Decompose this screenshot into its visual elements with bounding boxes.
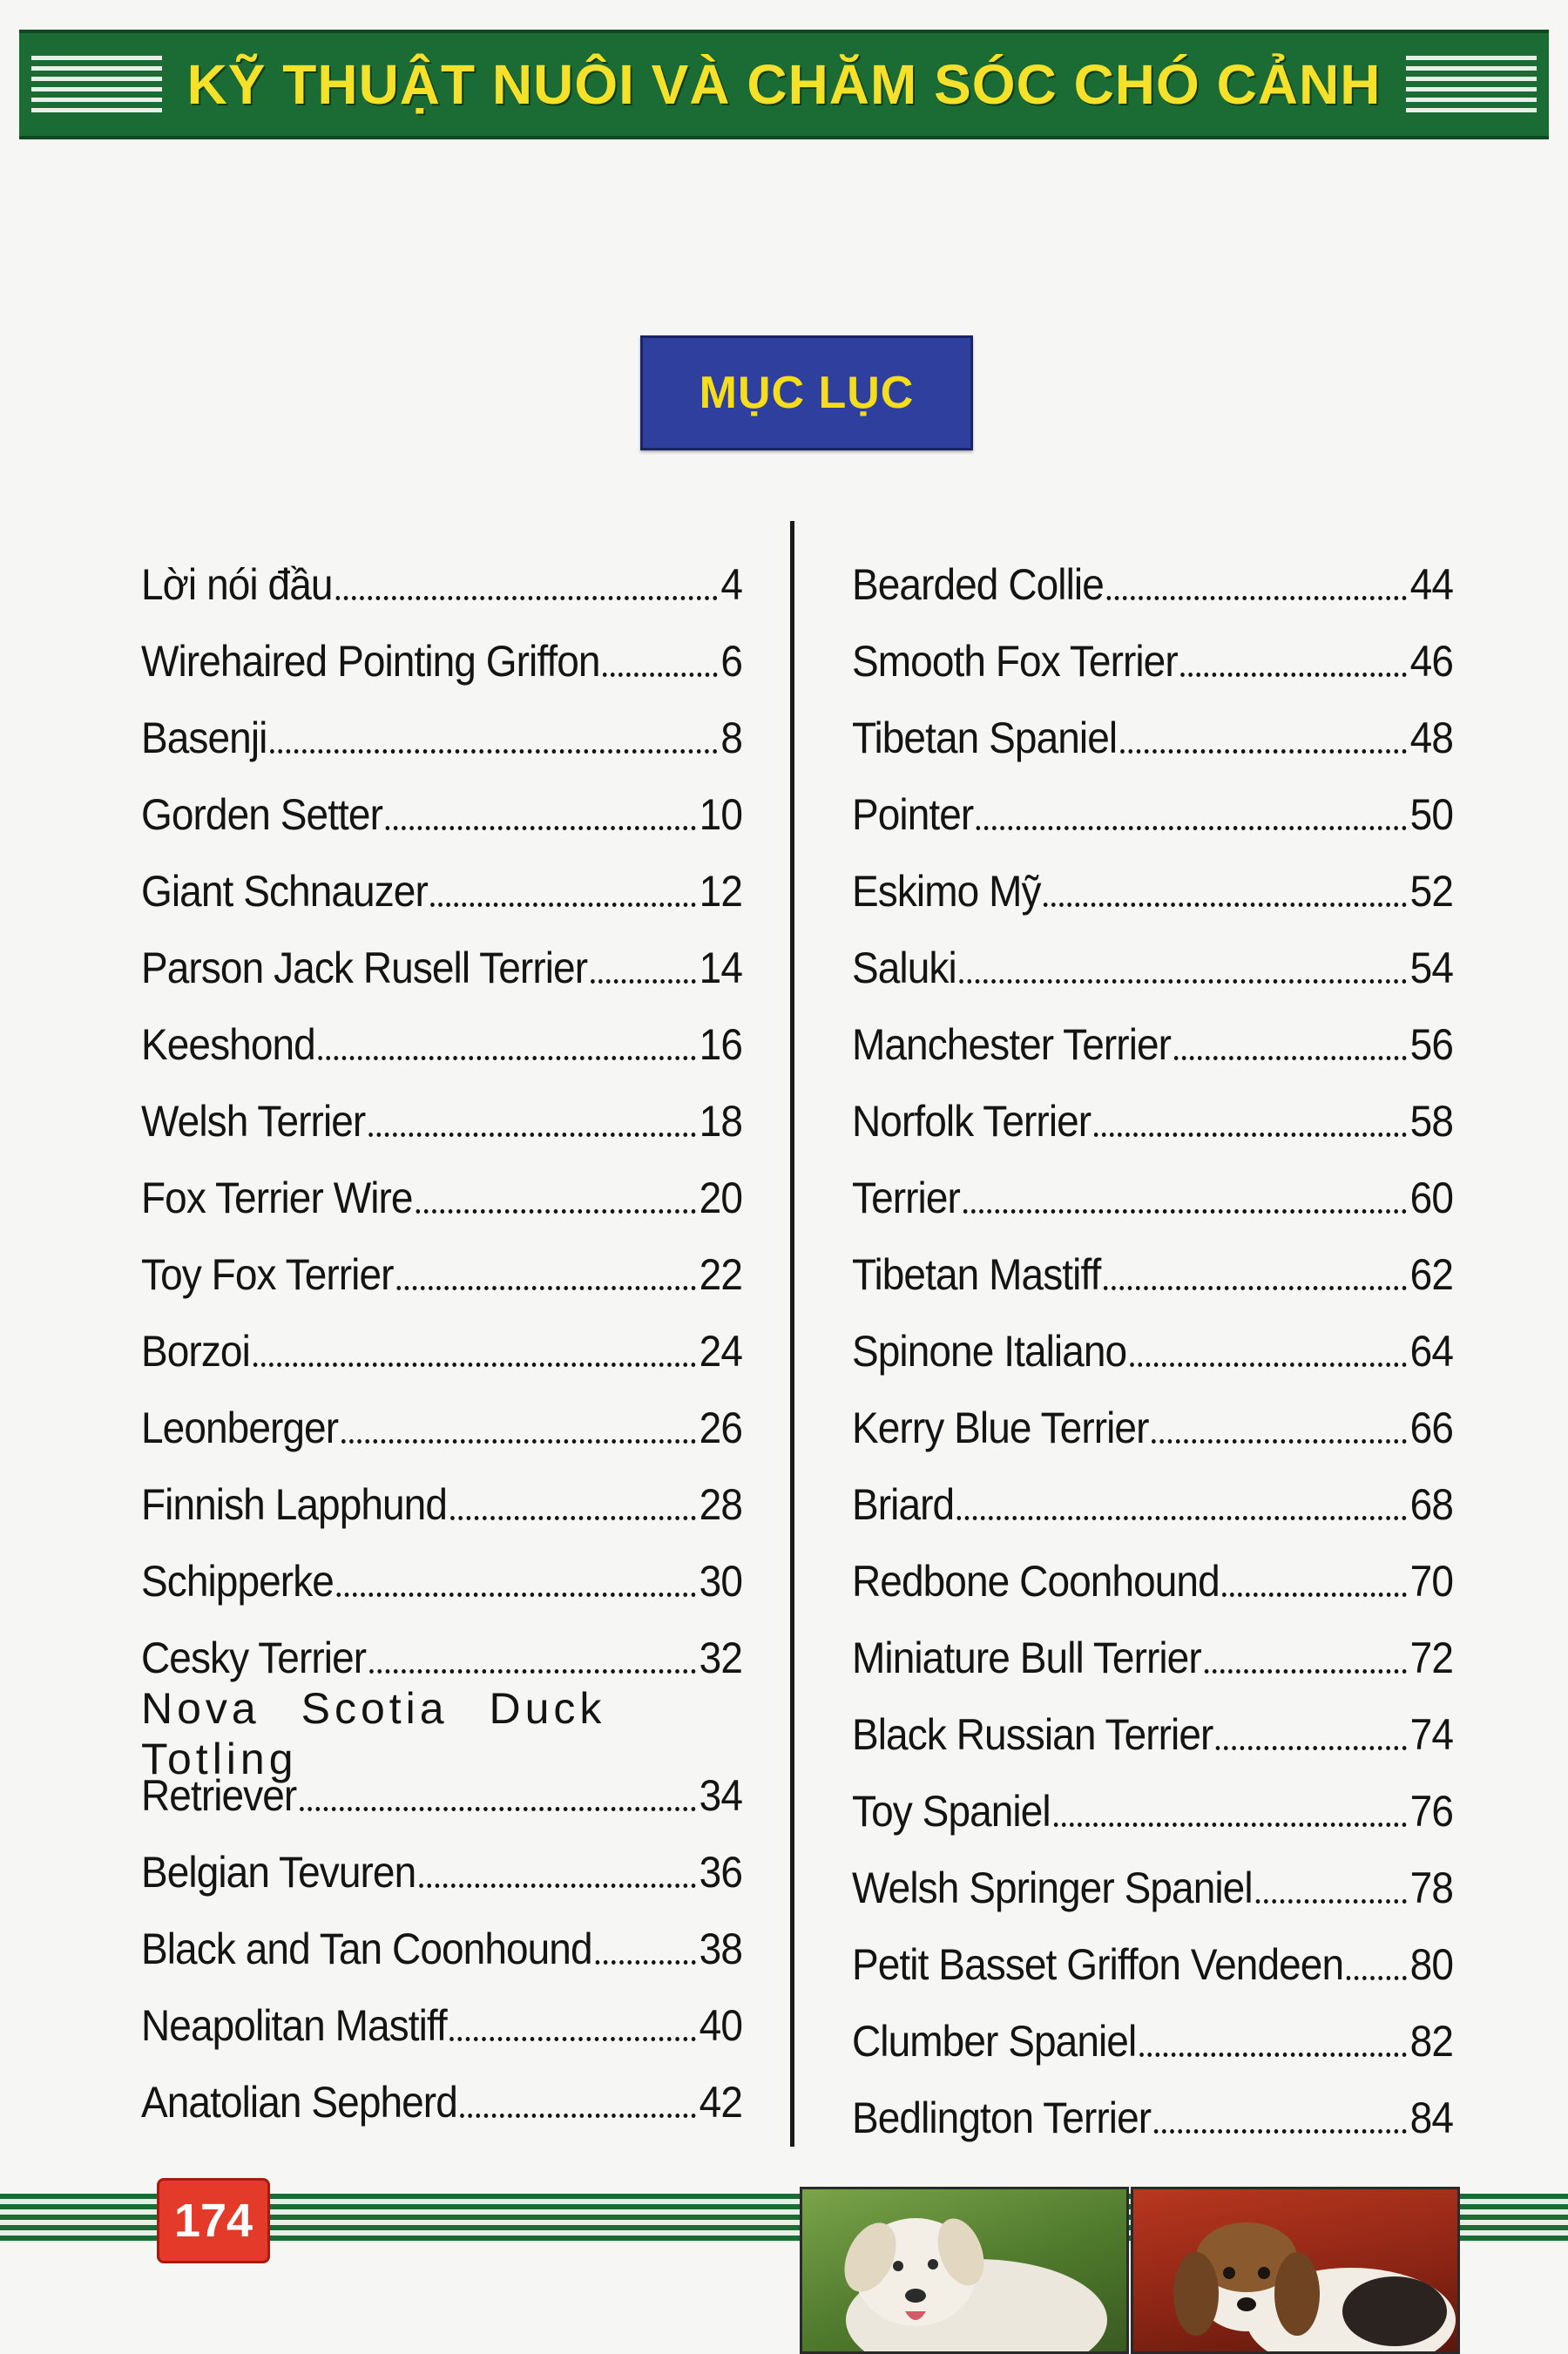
dot-leader [416,1209,696,1214]
dot-leader [1204,1669,1407,1674]
toc-entry [141,1530,742,1607]
dot-leader [1180,673,1407,677]
toc-entry-name: Basenji [141,714,267,762]
toc-entry-name: Manchester Terrier [852,1020,1172,1069]
toc-entry [852,1300,1453,1377]
toc-entry [852,1683,1453,1760]
toc-entry-page: 66 [1409,1404,1453,1452]
dot-leader [977,826,1407,830]
toc-entry-page: 52 [1409,867,1453,916]
dot-leader [959,979,1407,984]
toc-entry-name: Gorden Setter [141,790,382,839]
toc-entry-name: Finnish Lapphund [141,1480,448,1529]
dot-leader [1094,1133,1407,1137]
toc-entry [141,1974,742,2051]
dot-leader [1174,1056,1407,1060]
toc-entry-page: 30 [699,1557,742,1606]
toc-entry-name: Fox Terrier Wire [141,1174,413,1222]
toc-entry-page: 70 [1409,1557,1453,1606]
toc-entry [141,2051,742,2127]
toc-entry-page: 68 [1409,1480,1453,1529]
toc-entry-page: 12 [699,867,742,916]
toc-entry-page: 34 [699,1771,742,1820]
dot-leader [957,1516,1407,1520]
toc-entry-name: Borzoi [141,1327,250,1376]
toc-entry [141,1300,742,1377]
toc-entry-page: 74 [1409,1710,1453,1759]
toc-entry-page: 28 [699,1480,742,1529]
toc-entry [141,840,742,917]
dot-leader [369,1669,696,1674]
dot-leader [319,1056,696,1060]
toc-entry [852,1453,1453,1530]
toc-entry-name: Welsh Springer Spaniel [852,1864,1253,1912]
toc-entry-name: Spinone Italiano [852,1327,1127,1376]
toc-heading-label: MỤC LỤC [699,368,915,418]
toc-entry-name: Lời nói đầu [141,560,333,609]
toc-column-right [852,533,1453,2143]
toc-entry [852,1223,1453,1300]
dot-leader [1222,1593,1407,1597]
toc-entry [141,1744,742,1821]
toc-entry-page: 50 [1409,790,1453,839]
dot-leader [335,596,717,600]
toc-entry [852,687,1453,763]
toc-entry [141,1223,742,1300]
dot-leader [253,1363,696,1367]
toc-entry-name: Briard [852,1480,955,1529]
toc-entry [852,533,1453,610]
toc-entry-page: 32 [699,1634,742,1682]
toc-entry-name: Tibetan Spaniel [852,714,1118,762]
toc-entry [141,1897,742,1974]
dot-leader [337,1593,696,1597]
toc-entry-name: Retriever [141,1771,297,1820]
toc-entry-page: 8 [720,714,742,762]
dot-leader [386,826,696,830]
toc-entry-page: 82 [1409,2017,1453,2066]
dot-leader [1107,596,1407,600]
toc-entry [141,1821,742,1897]
toc-entry-name: Tibetan Mastiff [852,1250,1101,1299]
toc-entry-name: Leonberger [141,1404,339,1452]
column-divider [790,521,794,2147]
toc-entry-name: Schipperke [141,1557,334,1606]
toc-entry [852,763,1453,840]
toc-entry-name: Toy Fox Terrier [141,1250,394,1299]
toc-entry-page: 44 [1409,560,1453,609]
toc-entry-page: 40 [699,2001,742,2050]
dot-leader [449,2037,696,2041]
toc-entry-page: 54 [1409,944,1453,992]
toc-entry-name: Kerry Blue Terrier [852,1404,1149,1452]
toc-entry [852,1377,1453,1453]
toc-entry-name: Nova Scotia Duck Totling [141,1684,606,1783]
toc-entry-name: Miniature Bull Terrier [852,1634,1201,1682]
footer-band-right [1462,2194,1568,2242]
toc-entry-page: 14 [699,944,742,992]
toc-entry-page: 64 [1409,1327,1453,1376]
toc-entry-page: 38 [699,1924,742,1973]
toc-entry-page: 56 [1409,1020,1453,1069]
toc-entry-page: 6 [720,637,742,686]
dot-leader [419,1884,696,1888]
toc-entry [852,2067,1453,2143]
toc-entry [141,687,742,763]
toc-entry-page: 16 [699,1020,742,1069]
toc-entry-page: 46 [1409,637,1453,686]
dot-leader [270,749,718,754]
toc-entry [852,1760,1453,1837]
toc-entry [141,993,742,1070]
toc-entry [141,1147,742,1223]
toc-entry [141,1453,742,1530]
toc-entry [852,1070,1453,1147]
toc-entry-page: 76 [1409,1787,1453,1836]
toc-entry [141,610,742,687]
dot-leader [1255,1899,1407,1904]
dot-leader [1053,1823,1407,1827]
toc-entry-name: Anatolian Sepherd [141,2078,457,2127]
toc-entry-name: Bedlington Terrier [852,2094,1152,2142]
dot-leader [1120,749,1407,754]
toc-entry-page: 60 [1409,1174,1453,1222]
dot-leader [1130,1363,1407,1367]
toc-entry-name: Parson Jack Rusell Terrier [141,944,588,992]
toc-entry-name: Neapolitan Mastiff [141,2001,447,2050]
toc-entry-page: 22 [699,1250,742,1299]
toc-entry-name: Belgian Tevuren [141,1848,416,1897]
dot-leader [1216,1746,1407,1750]
toc-entry-page: 20 [699,1174,742,1222]
dot-leader [396,1286,696,1290]
toc-entry [852,1530,1453,1607]
dot-leader [1044,903,1407,907]
toc-entry-page: 48 [1409,714,1453,762]
toc-entry [852,840,1453,917]
toc-entry-name: Petit Basset Griffon Vendeen [852,1940,1344,1989]
toc-entry-name: Bearded Collie [852,560,1104,609]
toc-entry [852,1607,1453,1683]
toc-entry [141,917,742,993]
toc-entry-name: Norfolk Terrier [852,1097,1092,1146]
dot-leader [450,1516,696,1520]
page-number-badge [157,2178,270,2263]
toc-entry-page: 36 [699,1848,742,1897]
header-stripes-left [31,56,162,113]
toc-entry [141,1070,742,1147]
toc-entry [141,1377,742,1453]
dot-leader [595,1960,696,1965]
toc-entry [852,1913,1453,1990]
toc-entry-name: Eskimo Mỹ [852,867,1041,916]
dot-leader [461,2114,696,2118]
toc-entry-name: Giant Schnauzer [141,867,428,916]
toc-entry [852,1990,1453,2067]
toc-entry-name: Saluki [852,944,956,992]
toc-entry-name: Wirehaired Pointing Griffon [141,637,600,686]
toc-entry-name: Toy Spaniel [852,1787,1051,1836]
dot-leader [963,1209,1407,1214]
toc-entry-name: Black and Tan Coonhound [141,1924,592,1973]
toc-entry [852,917,1453,993]
header-stripes-right [1406,56,1537,113]
toc-entry-name: Terrier [852,1174,960,1222]
toc-entry [852,1837,1453,1913]
dot-leader [1139,2053,1407,2057]
toc-entry-page: 58 [1409,1097,1453,1146]
toc-entry-name: Keeshond [141,1020,315,1069]
toc-entry [141,763,742,840]
toc-entry-name: Clumber Spaniel [852,2017,1137,2066]
dot-leader [1104,1286,1407,1290]
dot-leader [341,1439,696,1444]
dot-leader [1154,2129,1407,2134]
dot-leader [431,903,696,907]
toc-entry-page: 18 [699,1097,742,1146]
toc-entry-name: Cesky Terrier [141,1634,367,1682]
toc-entry-page: 10 [699,790,742,839]
dot-leader [1152,1439,1407,1444]
toc-entry-page: 26 [699,1404,742,1452]
toc-entry-page: 72 [1409,1634,1453,1682]
toc-heading [640,335,973,450]
toc-entry [852,1147,1453,1223]
toc-entry-page: 62 [1409,1250,1453,1299]
dot-leader [300,1807,696,1811]
toc-entry [852,610,1453,687]
page-number: 174 [173,2195,253,2247]
toc-entry [141,1683,742,1783]
toc-entry-name: Pointer [852,790,974,839]
toc-column-left [141,533,742,2127]
dog-photo-retriever [800,2187,1129,2354]
toc-entry [141,1607,742,1683]
toc-entry [852,993,1453,1070]
dog-photo-beagle-puppy [1131,2187,1460,2354]
toc-entry-name: Smooth Fox Terrier [852,637,1178,686]
toc-entry-name: Redbone Coonhound [852,1557,1220,1606]
dot-leader [368,1133,696,1137]
toc-entry-page: 24 [699,1327,742,1376]
dot-leader [591,979,696,984]
dot-leader [1347,1976,1407,1980]
toc-entry-name: Welsh Terrier [141,1097,366,1146]
toc-entry-page: 80 [1409,1940,1453,1989]
toc-entry-page: 84 [1409,2094,1453,2142]
toc-entry-page: 42 [699,2078,742,2127]
book-title: KỸ THUẬT NUÔI VÀ CHĂM SÓC CHÓ CẢNH [186,53,1382,116]
toc-entry-page: 4 [720,560,742,609]
toc-entry-name: Black Russian Terrier [852,1710,1213,1759]
header-band [19,30,1549,139]
toc-entry-page: 78 [1409,1864,1453,1912]
toc-entry [141,533,742,610]
dot-leader [603,673,717,677]
